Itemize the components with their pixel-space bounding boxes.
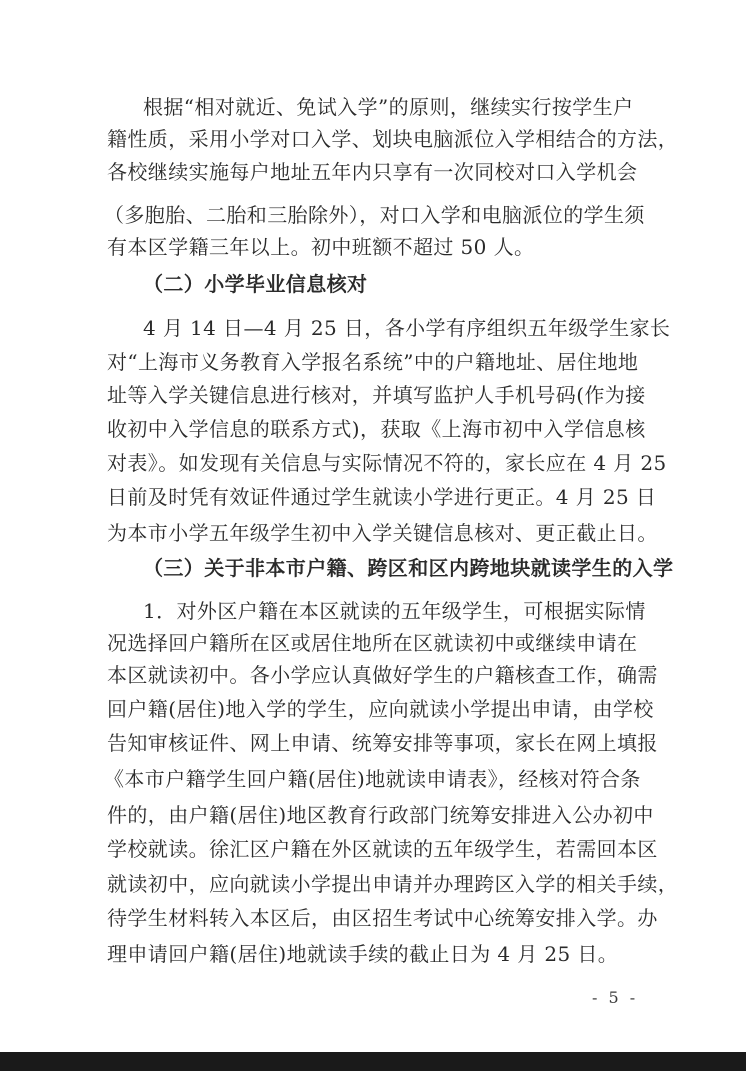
paragraph-line: 1．对外区户籍在本区就读的五年级学生，可根据实际情 [143, 599, 646, 623]
paragraph-line: 本区就读初中。各小学应认真做好学生的户籍核查工作，确需 [107, 663, 658, 687]
paragraph-line: 对表》。如发现有关信息与实际情况不符的，家长应在 4 月 25 [107, 451, 667, 475]
paragraph-line: 况选择回户籍所在区或居住地所在区就读初中或继续申请在 [107, 631, 638, 655]
paragraph-line: 理申请回户籍(居住)地就读手续的截止日为 4 月 25 日。 [107, 942, 619, 966]
paragraph-line: 址等入学关键信息进行核对，并填写监护人手机号码(作为接 [107, 383, 646, 407]
section-heading-2: （二）小学毕业信息核对 [143, 272, 368, 296]
paragraph-line: 各校继续实施每户地址五年内只享有一次同校对口入学机会 [107, 160, 638, 184]
section-heading-3: （三）关于非本市户籍、跨区和区内跨地块就读学生的入学 [143, 556, 674, 580]
paragraph-line: 收初中入学信息的联系方式)，获取《上海市初中入学信息核 [107, 417, 646, 441]
paragraph-line: 告知审核证件、网上申请、统筹安排等事项，家长在网上填报 [107, 731, 658, 755]
bottom-bar [0, 1052, 746, 1071]
paragraph-line: 待学生材料转入本区后，由区招生考试中心统筹安排入学。办 [107, 906, 658, 930]
paragraph-line: 回户籍(居住)地入学的学生，应向就读小学提出申请，由学校 [107, 697, 654, 721]
paragraph-line: 有本区学籍三年以上。初中班额不超过 50 人。 [107, 235, 535, 259]
paragraph-line: 件的，由户籍(居住)地区教育行政部门统筹安排进入公办初中 [107, 803, 654, 827]
paragraph-line: 为本市小学五年级学生初中入学关键信息核对、更正截止日。 [107, 521, 658, 545]
paragraph-line: 就读初中，应向就读小学提出申请并办理跨区入学的相关手续， [107, 872, 679, 896]
page-number: - 5 - [592, 988, 639, 1007]
paragraph-line: 日前及时凭有效证件通过学生就读小学进行更正。4 月 25 日 [107, 485, 657, 509]
paragraph-line: 4 月 14 日—4 月 25 日，各小学有序组织五年级学生家长 [143, 316, 671, 340]
paragraph-line: （多胞胎、二胎和三胎除外），对口入学和电脑派位的学生须 [104, 203, 645, 227]
paragraph-line: 学校就读。徐汇区户籍在外区就读的五年级学生，若需回本区 [107, 837, 658, 861]
paragraph-line: 籍性质，采用小学对口入学、划块电脑派位入学相结合的方法， [107, 127, 679, 151]
paragraph-line: 根据“相对就近、免试入学”的原则，继续实行按学生户 [143, 95, 634, 119]
paragraph-line: 对“上海市义务教育入学报名系统”中的户籍地址、居住地地 [107, 350, 639, 374]
paragraph-line: 《本市户籍学生回户籍(居住)地就读申请表》，经核对符合条 [104, 767, 641, 791]
